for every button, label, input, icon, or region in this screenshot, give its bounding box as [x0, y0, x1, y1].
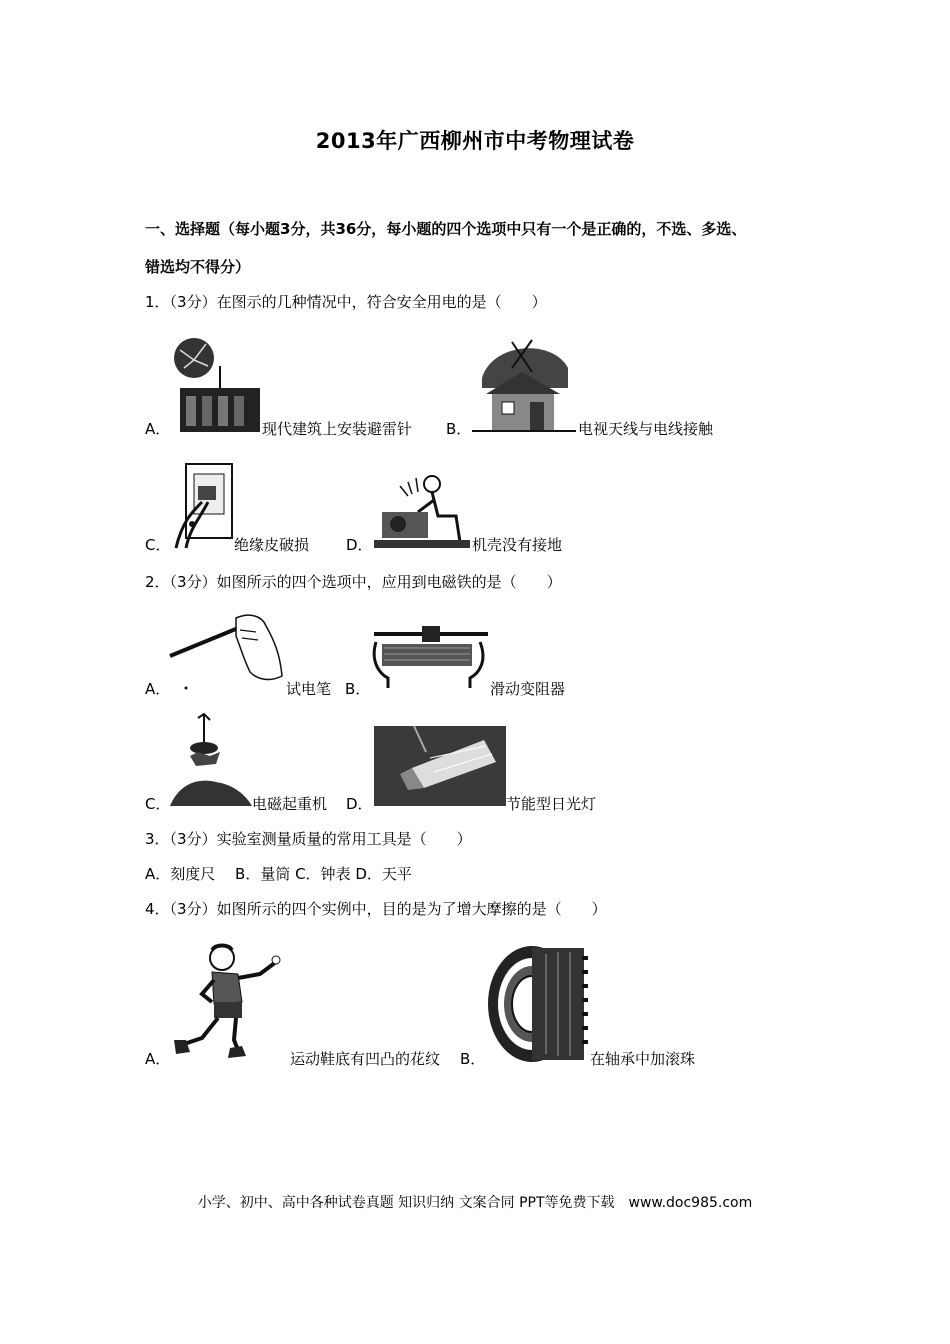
- q1-option-a-letter: A．: [145, 420, 171, 438]
- q1-option-a-caption: 现代建筑上安装避雷针: [262, 420, 413, 438]
- lightning-rod-building-icon: [172, 336, 262, 434]
- question-4-stem: 4．（3分）如图所示的四个实例中，目的是为了增大摩擦的是（ ）: [145, 900, 607, 918]
- question-1-stem: 1．（3分）在图示的几种情况中，符合安全用电的是（ ）: [145, 293, 547, 311]
- q4-option-a-caption: 运动鞋底有凹凸的花纹: [290, 1050, 441, 1068]
- q2-option-d-caption: 节能型日光灯: [506, 795, 597, 813]
- q1-option-d-letter: D．: [346, 536, 373, 554]
- q1-option-d-caption: 机壳没有接地: [472, 536, 563, 554]
- q2-option-a-caption: 试电笔: [286, 680, 332, 698]
- running-boy-icon: [172, 940, 284, 1062]
- q2-option-a-letter: A．: [145, 680, 171, 698]
- q2-option-c-caption: 电磁起重机: [252, 795, 328, 813]
- q4-option-b-letter: B．: [460, 1050, 486, 1068]
- q1-option-c-letter: C．: [145, 536, 171, 554]
- ungrounded-machine-icon: [372, 472, 472, 550]
- page-title: 2013年广西柳州市中考物理试卷: [315, 129, 635, 153]
- section-heading-line1: 一、选择题（每小题3分，共36分，每小题的四个选项中只有一个是正确的，不选、多选、: [145, 220, 747, 238]
- electromagnetic-crane-icon: [170, 712, 252, 806]
- footer-text: 小学、初中、高中各种试卷真题 知识归纳 文案合同 PPT等免费下载 www.doc985.com: [197, 1195, 753, 1211]
- test-pen-icon: [166, 610, 286, 696]
- antenna-house-icon: [472, 338, 576, 434]
- q1-option-b-letter: B．: [446, 420, 472, 438]
- q4-option-b-caption: 在轴承中加滚珠: [590, 1050, 696, 1068]
- damaged-plug-socket-icon: [172, 462, 234, 550]
- rheostat-icon: [370, 622, 490, 694]
- q2-option-b-caption: 滑动变阻器: [490, 680, 566, 698]
- q1-option-b-caption: 电视天线与电线接触: [578, 420, 714, 438]
- question-2-stem: 2．（3分）如图所示的四个选项中，应用到电磁铁的是（ ）: [145, 573, 562, 591]
- ball-bearing-icon: [486, 944, 588, 1064]
- section-heading-line2: 错选均不得分）: [145, 258, 251, 276]
- question-3-options: A．刻度尺 B．量筒 C．钟表 D．天平: [145, 865, 412, 883]
- q1-option-c-caption: 绝缘皮破损: [234, 536, 310, 554]
- q2-option-b-letter: B．: [345, 680, 371, 698]
- q2-option-d-letter: D．: [346, 795, 373, 813]
- q2-option-c-letter: C．: [145, 795, 171, 813]
- q4-option-a-letter: A．: [145, 1050, 171, 1068]
- energy-saving-lamp-icon: [374, 726, 506, 806]
- question-3-stem: 3．（3分）实验室测量质量的常用工具是（ ）: [145, 830, 472, 848]
